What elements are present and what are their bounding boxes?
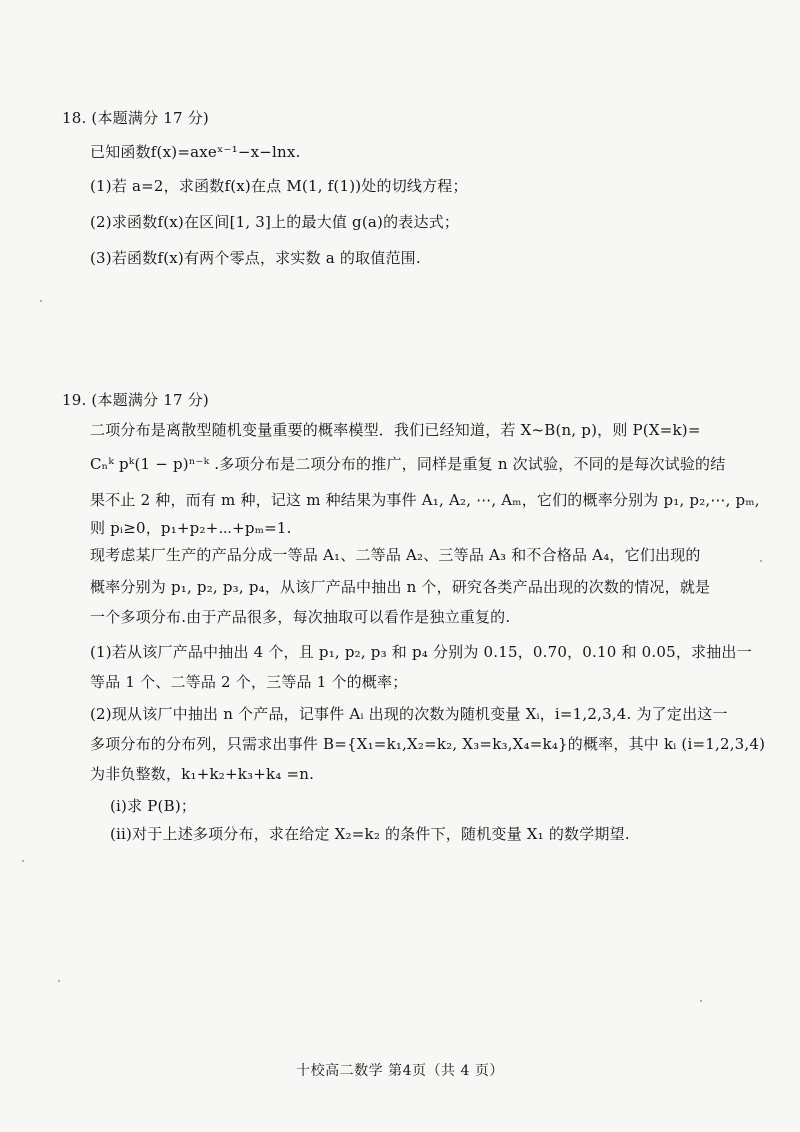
question-19-subpart-i: (i)求 P(B)； [110,797,197,815]
question-19-part-1-cont: 等品 1 个、二等品 2 个，三等品 1 个的概率； [90,673,408,691]
question-19-part-2-cont: 多项分布的分布列，只需求出事件 B={X₁=k₁,X₂=k₂, X₃=k₃,X₄=k₄}的概率，其中 kᵢ (i=1,2,3,4) [90,735,766,753]
question-18-part-2: (2)求函数f(x)在区间[1, 3]上的最大值 g(a)的表达式； [90,213,460,231]
page-footer: 十校高二数学 第4页（共 4 页） [296,1063,504,1079]
question-19-line: 则 pᵢ≥0，p₁+p₂+⋯+pₘ=1. [90,519,292,537]
question-19-line: 一个多项分布.由于产品很多，每次抽取可以看作是独立重复的. [90,608,511,626]
question-18-header: 18. (本题满分 17 分) [62,109,209,127]
question-18-intro: 已知函数f(x)=axeˣ⁻¹−x−lnx. [90,143,301,161]
question-19-part-2: (2)现从该厂中抽出 n 个产品，记事件 Aᵢ 出现的次数为随机变量 Xᵢ，i=1,2,3,4. 为了定出这一 [90,705,728,723]
question-18-part-1: (1)若 a=2，求函数f(x)在点 M(1, f(1))处的切线方程； [90,177,468,195]
scan-speck [58,980,60,982]
question-19-part-2-cont: 为非负整数，k₁+k₂+k₃+k₄ =n. [90,765,315,783]
scan-speck [22,860,24,862]
question-19-line: Cₙᵏ pᵏ(1 − p)ⁿ⁻ᵏ .多项分布是二项分布的推广，同样是重复 n 次试验，不同的是每次试验的结 [90,455,726,473]
question-19-part-1: (1)若从该厂产品中抽出 4 个，且 p₁, p₂, p₃ 和 p₄ 分别为 0.15，0.70，0.10 和 0.05，求抽出一 [90,643,752,661]
scan-speck [700,1000,702,1002]
question-19-header: 19. (本题满分 17 分) [62,391,209,409]
question-18-part-3: (3)若函数f(x)有两个零点，求实数 a 的取值范围. [90,249,421,267]
question-19-line: 二项分布是离散型随机变量重要的概率模型．我们已经知道，若 X~B(n, p)，则 P(X=k)= [90,421,701,439]
question-19-line: 概率分别为 p₁, p₂, p₃, p₄，从该厂产品中抽出 n 个，研究各类产品出现的次数的情况，就是 [90,578,711,596]
scan-speck [40,300,42,302]
scan-speck [760,560,762,562]
question-19-line: 果不止 2 种，而有 m 种，记这 m 种结果为事件 A₁, A₂, ⋯, Aₘ，它们的概率分别为 p₁, p₂,⋯, pₘ, [90,491,760,509]
question-19-subpart-ii: (ii)对于上述多项分布，求在给定 X₂=k₂ 的条件下，随机变量 X₁ 的数学期望. [110,825,630,843]
question-19-line: 现考虑某厂生产的产品分成一等品 A₁、二等品 A₂、三等品 A₃ 和不合格品 A₄，它们出现的 [90,546,701,564]
